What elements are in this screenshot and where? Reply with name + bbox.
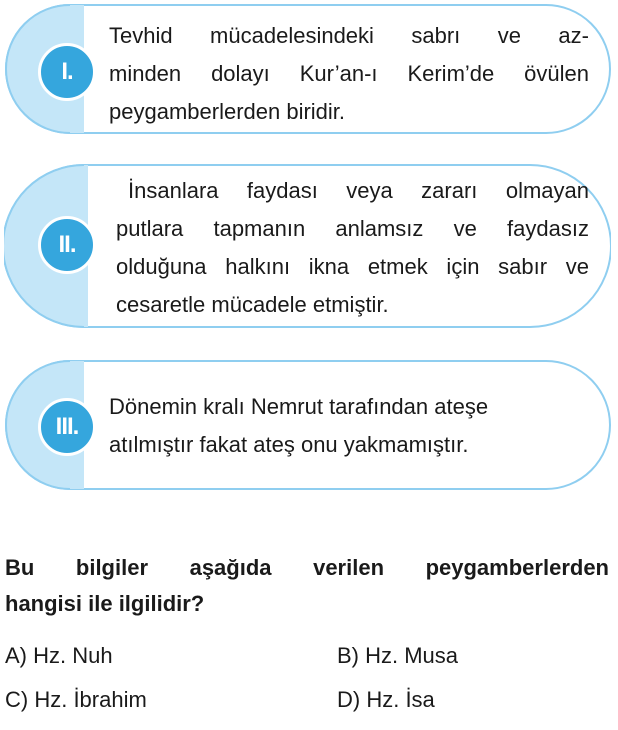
statement-line: atılmıştır fakat ateş onu yakmamıştır. (109, 432, 469, 457)
answer-option-d[interactable]: D) Hz. İsa (337, 687, 435, 712)
answer-option-b[interactable]: B) Hz. Musa (337, 643, 459, 668)
roman-numeral-badge: III. (38, 398, 96, 456)
statement-card-1 (4, 4, 611, 134)
statement-text (109, 388, 589, 464)
statement-line: Dönemin kralı Nemrut tarafından ateşe (109, 394, 489, 419)
answer-option-a[interactable]: A) Hz. Nuh (5, 643, 113, 668)
statement-text (109, 17, 589, 131)
question-line: hangisi ile ilgilidir? (5, 591, 205, 616)
question-stem (5, 550, 609, 622)
answer-option-c[interactable]: C) Hz. İbrahim (5, 687, 147, 712)
statement-line: putlara tapmanın anlamsız ve faydasız (116, 216, 589, 241)
statement-card-3 (4, 360, 611, 490)
question-line: Bu bilgiler aşağıda verilen peygamberlerden (5, 555, 609, 580)
statement-line: minden dolayı Kur’an-ı Kerim’de övülen (109, 61, 589, 86)
statement-text (109, 172, 589, 324)
statement-card-2 (4, 164, 611, 328)
statement-line: cesaretle mücadele etmiştir. (116, 292, 389, 317)
roman-numeral-badge: I. (38, 43, 96, 101)
statement-line: peygamberlerden biridir. (109, 99, 346, 124)
statement-line: olduğuna halkını ikna etmek için sabır ve (116, 254, 589, 279)
statement-line: İnsanlara faydası veya zararı olmayan (128, 178, 589, 203)
roman-numeral-badge: II. (38, 216, 96, 274)
statement-line: Tevhid mücadelesindeki sabrı ve az- (109, 23, 589, 48)
